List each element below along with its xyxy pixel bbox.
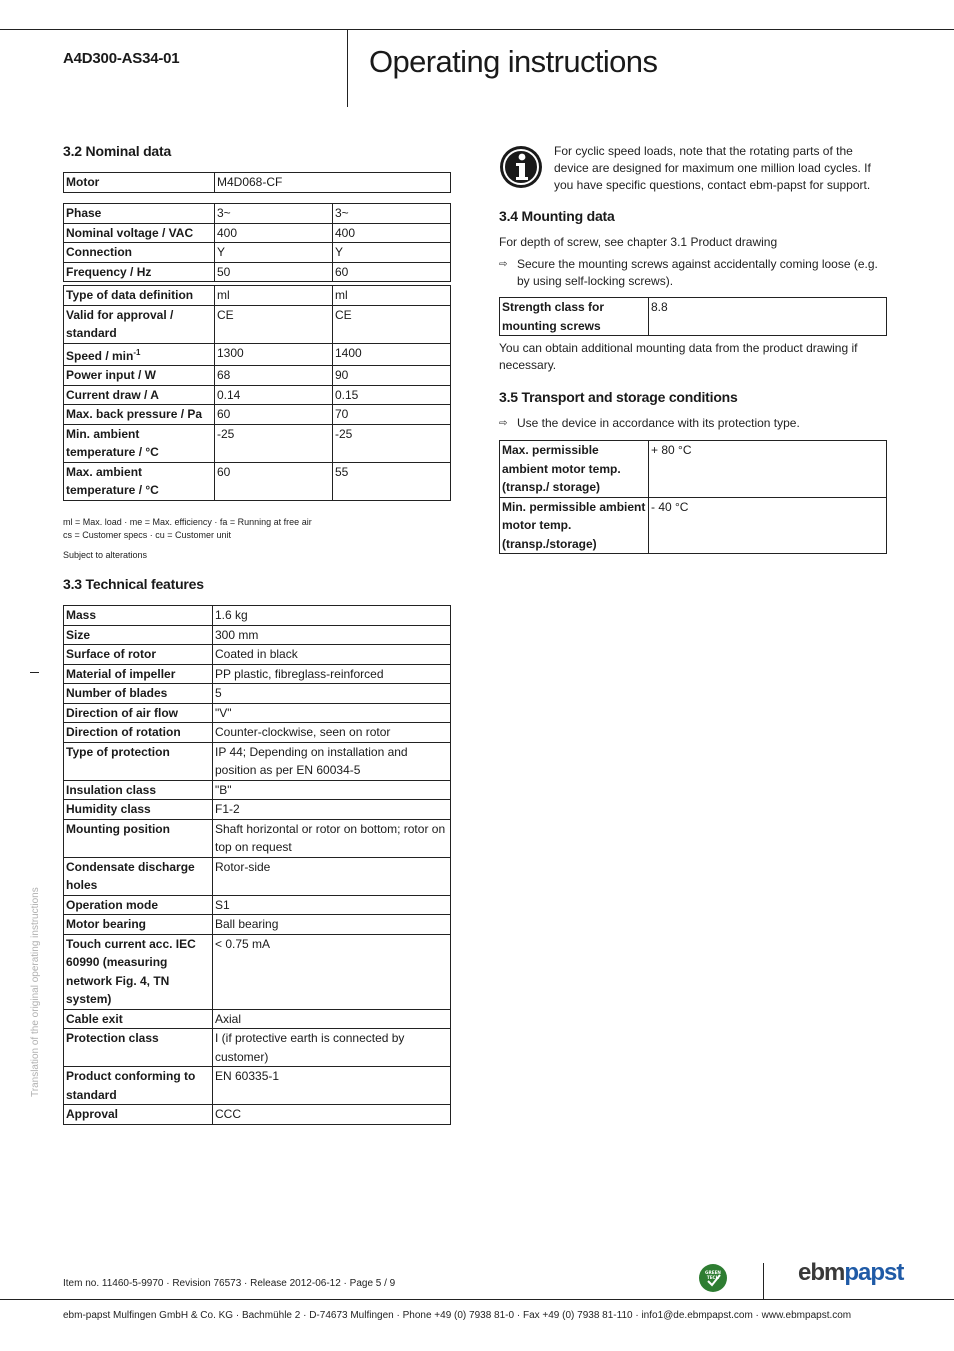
mounting-bullet-text: Secure the mounting screws against accidentally coming loose (e.g. by using self-locking screws). — [517, 257, 878, 288]
row-label: Size — [64, 625, 213, 645]
item-revision-info: Item no. 11460-5-9970 · Revision 76573 · Release 2012-06-12 · Page 5 / 9 — [63, 1278, 396, 1289]
mounting-additional-text: You can obtain additional mounting data from the product drawing if necessary. — [499, 341, 858, 372]
abbreviation-note-2: cs = Customer specs · cu = Customer unit — [63, 530, 232, 540]
logo-part-papst: papst — [844, 1259, 904, 1286]
row-label: Number of blades — [64, 684, 213, 704]
technical-features-table — [63, 605, 451, 1125]
table-row — [64, 625, 451, 645]
value-60hz: 60 — [333, 262, 451, 282]
info-icon — [499, 145, 543, 189]
section-heading-technical-features: 3.3 Technical features — [63, 576, 204, 592]
value-60hz: 1400 — [333, 343, 451, 366]
mounting-data-table — [499, 297, 887, 336]
row-label: Operation mode — [64, 895, 213, 915]
row-label: Material of impeller — [64, 664, 213, 684]
company-address: ebm-papst Mulfingen GmbH & Co. KG · Bachmühle 2 · D-74673 Mulfingen · Phone +49 (0) 7938 81-0 · Fax +49 (0) 7938 81-110 · info1@de.ebmpapst.com · www.ebmpapst.com — [63, 1310, 852, 1321]
logo-part-ebm: ebm — [798, 1259, 845, 1286]
row-label: Direction of air flow — [64, 703, 213, 723]
value-50hz: 3~ — [215, 204, 333, 224]
abbreviation-note-1: ml = Max. load · me = Max. efficiency · fa = Running at free air — [63, 517, 312, 527]
row-label: Type of data definition — [64, 286, 215, 306]
row-label: Condensate discharge holes — [64, 857, 213, 895]
table-row — [64, 664, 451, 684]
value-50hz: 60 — [215, 405, 333, 425]
row-label: Max. permissible ambient motor temp. (transp./ storage) — [500, 441, 649, 498]
row-label: Nominal voltage / VAC — [64, 223, 215, 243]
value-50hz: 68 — [215, 366, 333, 386]
row-label: Min. permissible ambient motor temp. (transp./storage) — [500, 497, 649, 554]
transport-conditions-table — [499, 440, 887, 554]
footer-rule — [0, 1299, 954, 1300]
page-title: Operating instructions — [369, 44, 658, 79]
row-label: Frequency / Hz — [64, 262, 215, 282]
value-60hz: 3~ — [333, 204, 451, 224]
value-50hz: CE — [215, 305, 333, 343]
green-badge-line1: GREEN — [705, 1270, 721, 1275]
table-row — [64, 780, 451, 800]
row-label: Humidity class — [64, 800, 213, 820]
row-label: Mounting position — [64, 819, 213, 857]
screw-depth-text: For depth of screw, see chapter 3.1 Product drawing — [499, 235, 778, 249]
row-value: + 80 °C — [649, 441, 887, 498]
row-label: Valid for approval / standard — [64, 305, 215, 343]
table-row — [64, 645, 451, 665]
table-row — [64, 857, 451, 895]
ebmpapst-logo — [798, 1259, 903, 1287]
value-50hz: -25 — [215, 424, 333, 462]
table-row — [64, 286, 451, 306]
value-60hz: Y — [333, 243, 451, 263]
value-60hz: 55 — [333, 462, 451, 500]
row-value: "V" — [213, 703, 451, 723]
table-row — [64, 1029, 451, 1067]
table-row — [64, 1067, 451, 1105]
value-60hz: 70 — [333, 405, 451, 425]
row-value: Coated in black — [213, 645, 451, 665]
unit-exponent: -1 — [133, 347, 141, 357]
table-row — [64, 742, 451, 780]
row-value: < 0.75 mA — [213, 934, 451, 1009]
motor-label: Motor — [64, 173, 215, 193]
row-value: IP 44; Depending on installation and position as per EN 60034-5 — [213, 742, 451, 780]
transport-bullet-text: Use the device in accordance with its protection type. — [517, 416, 800, 430]
row-label: Power input / W — [64, 366, 215, 386]
table-row — [64, 895, 451, 915]
row-value: 5 — [213, 684, 451, 704]
row-label: Mass — [64, 606, 213, 626]
row-value: Ball bearing — [213, 915, 451, 935]
table-row — [64, 405, 451, 425]
table-row — [64, 606, 451, 626]
row-value: EN 60335-1 — [213, 1067, 451, 1105]
table-row — [64, 385, 451, 405]
table-row — [64, 262, 451, 282]
value-50hz: 0.14 — [215, 385, 333, 405]
row-value: 1.6 kg — [213, 606, 451, 626]
table-row — [64, 223, 451, 243]
electrical-data-table — [63, 203, 451, 282]
table-row — [64, 915, 451, 935]
green-badge-line2: TECH — [706, 1275, 720, 1280]
row-value: F1-2 — [213, 800, 451, 820]
logo-divider — [763, 1263, 764, 1299]
model-number: A4D300-AS34-01 — [63, 50, 180, 67]
table-row — [64, 424, 451, 462]
row-label: Touch current acc. IEC 60990 (measuring network Fig. 4, TN system) — [64, 934, 213, 1009]
side-caption: Translation of the original operating instructions — [30, 887, 41, 1097]
table-row — [500, 441, 887, 498]
row-label: Motor bearing — [64, 915, 213, 935]
table-row — [64, 723, 451, 743]
section-heading-nominal-data: 3.2 Nominal data — [63, 143, 172, 159]
row-value: Counter-clockwise, seen on rotor — [213, 723, 451, 743]
value-50hz: 400 — [215, 223, 333, 243]
header-rule — [0, 29, 954, 30]
row-value: I (if protective earth is connected by customer) — [213, 1029, 451, 1067]
row-label: Product conforming to standard — [64, 1067, 213, 1105]
table-row — [64, 1009, 451, 1029]
row-label: Max. ambient temperature / °C — [64, 462, 215, 500]
row-label: Protection class — [64, 1029, 213, 1067]
table-row — [64, 684, 451, 704]
value-50hz: Y — [215, 243, 333, 263]
value-50hz: 1300 — [215, 343, 333, 366]
section-heading-mounting-data: 3.4 Mounting data — [499, 208, 615, 224]
row-value: Axial — [213, 1009, 451, 1029]
table-row — [500, 497, 887, 554]
section-heading-transport: 3.5 Transport and storage conditions — [499, 389, 738, 405]
value-60hz: CE — [333, 305, 451, 343]
value-60hz: 0.15 — [333, 385, 451, 405]
arrow-bullet-icon: ⇨ — [499, 418, 508, 429]
table-row — [64, 173, 451, 193]
row-value: CCC — [213, 1105, 451, 1125]
row-label: Connection — [64, 243, 215, 263]
table-row — [64, 1105, 451, 1125]
row-label: Cable exit — [64, 1009, 213, 1029]
row-value: "B" — [213, 780, 451, 800]
table-row — [64, 462, 451, 500]
mounting-bullet — [499, 256, 887, 290]
row-value: 8.8 — [649, 298, 887, 336]
row-value: S1 — [213, 895, 451, 915]
value-50hz: 60 — [215, 462, 333, 500]
transport-bullet — [499, 415, 887, 432]
row-value: Rotor-side — [213, 857, 451, 895]
row-label: Max. back pressure / Pa — [64, 405, 215, 425]
row-label: Type of protection — [64, 742, 213, 780]
row-label: Strength class for mounting screws — [500, 298, 649, 336]
value-60hz: 90 — [333, 366, 451, 386]
value-60hz: -25 — [333, 424, 451, 462]
table-row — [64, 819, 451, 857]
row-label: Surface of rotor — [64, 645, 213, 665]
value-60hz: 400 — [333, 223, 451, 243]
row-label: Min. ambient temperature / °C — [64, 424, 215, 462]
value-50hz: 50 — [215, 262, 333, 282]
row-label: Current draw / A — [64, 385, 215, 405]
table-row — [64, 243, 451, 263]
row-label: Direction of rotation — [64, 723, 213, 743]
row-value: 300 mm — [213, 625, 451, 645]
performance-data-table — [63, 285, 451, 501]
alterations-note: Subject to alterations — [63, 550, 148, 560]
row-label-text: Speed / min — [66, 348, 134, 363]
motor-table — [63, 172, 451, 193]
row-label: Approval — [64, 1105, 213, 1125]
header-divider — [347, 29, 348, 107]
table-row — [64, 366, 451, 386]
info-note-text: For cyclic speed loads, note that the rotating parts of the device are designed for maximum one million load cycles. If you have specific questions, contact ebm-papst for support. — [554, 144, 871, 192]
row-label: Insulation class — [64, 780, 213, 800]
row-value: Shaft horizontal or rotor on bottom; rotor on top on request — [213, 819, 451, 857]
motor-value: M4D068-CF — [215, 173, 451, 193]
greentech-badge-icon — [698, 1263, 728, 1293]
value-60hz: ml — [333, 286, 451, 306]
table-row — [64, 305, 451, 343]
row-value: - 40 °C — [649, 497, 887, 554]
table-row — [64, 703, 451, 723]
row-label — [64, 343, 215, 366]
table-row — [64, 800, 451, 820]
row-label: Phase — [64, 204, 215, 224]
margin-tick — [30, 672, 39, 673]
value-50hz: ml — [215, 286, 333, 306]
arrow-bullet-icon: ⇨ — [499, 259, 508, 270]
table-row — [500, 298, 887, 336]
row-value: PP plastic, fibreglass-reinforced — [213, 664, 451, 684]
table-row — [64, 343, 451, 366]
table-row — [64, 204, 451, 224]
table-row — [64, 934, 451, 1009]
